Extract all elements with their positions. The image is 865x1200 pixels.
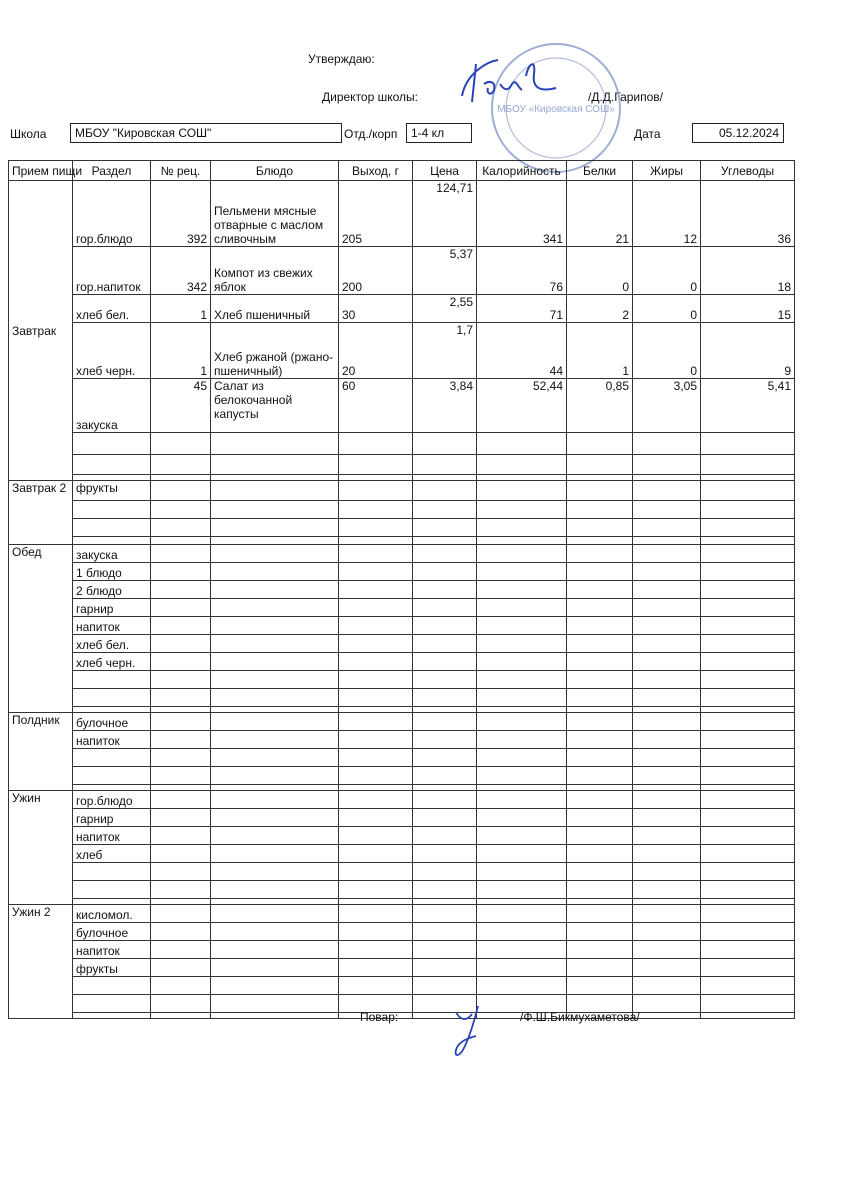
director-signature — [456, 54, 566, 114]
table-row — [9, 247, 795, 295]
table-row — [9, 809, 795, 827]
stamp-text: МБОУ «Кировская СОШ» — [497, 104, 615, 115]
meal-breakfast-2: Завтрак 2 — [9, 481, 73, 545]
director-label: Директор школы: — [322, 90, 418, 104]
protein-cell: 1 — [567, 323, 633, 379]
dish-cell: Салат из белокочанной капусты — [211, 379, 339, 433]
table-row — [9, 713, 795, 731]
dish-cell: Пельмени мясные отварные с маслом сливочным — [211, 181, 339, 247]
table-row — [9, 455, 795, 475]
table-row — [9, 545, 795, 563]
price-cell: 3,84 — [413, 379, 477, 433]
yield-cell: 60 — [339, 379, 413, 433]
dish-cell: Компот из свежих яблок — [211, 247, 339, 295]
section-cell: 1 блюдо — [73, 563, 151, 581]
table-row — [9, 767, 795, 785]
section-cell: хлеб черн. — [73, 653, 151, 671]
table-row — [9, 1013, 795, 1019]
fat-cell: 12 — [633, 181, 701, 247]
table-row — [9, 749, 795, 767]
yield-cell: 205 — [339, 181, 413, 247]
fat-cell: 0 — [633, 247, 701, 295]
table-row — [9, 977, 795, 995]
table-row — [9, 959, 795, 977]
carbs-cell: 36 — [701, 181, 795, 247]
meal-breakfast: Завтрак — [9, 181, 73, 481]
table-row — [9, 791, 795, 809]
section-cell: 2 блюдо — [73, 581, 151, 599]
dish-cell: Хлеб пшеничный — [211, 295, 339, 323]
table-row — [9, 671, 795, 689]
section-cell: хлеб бел. — [73, 635, 151, 653]
yield-cell: 20 — [339, 323, 413, 379]
date-label: Дата — [634, 127, 661, 141]
header-row — [9, 161, 795, 181]
meal-dinner-2: Ужин 2 — [9, 905, 73, 1019]
table-row — [9, 905, 795, 923]
section-cell: хлеб бел. — [73, 295, 151, 323]
section-cell: закуска — [73, 545, 151, 563]
table-row — [9, 941, 795, 959]
col-protein: Белки — [567, 161, 633, 181]
meal-lunch: Обед — [9, 545, 73, 713]
col-meal: Прием пищи — [9, 161, 73, 181]
dept-label: Отд./корп — [344, 127, 398, 141]
section-cell: гарнир — [73, 599, 151, 617]
table-row — [9, 653, 795, 671]
col-section: Раздел — [73, 161, 151, 181]
table-row — [9, 433, 795, 455]
col-kcal: Калорийность — [477, 161, 567, 181]
table-row — [9, 501, 795, 519]
section-cell: хлеб черн. — [73, 323, 151, 379]
yield-cell: 200 — [339, 247, 413, 295]
yield-cell: 30 — [339, 295, 413, 323]
table-row — [9, 845, 795, 863]
table-row — [9, 563, 795, 581]
price-cell: 124,71 — [413, 181, 477, 247]
kcal-cell: 341 — [477, 181, 567, 247]
table-row — [9, 689, 795, 707]
protein-cell: 0,85 — [567, 379, 633, 433]
kcal-cell: 52,44 — [477, 379, 567, 433]
table-row — [9, 481, 795, 501]
fat-cell: 0 — [633, 323, 701, 379]
director-name: /Д.Д.Гарипов/ — [588, 90, 664, 104]
kcal-cell: 71 — [477, 295, 567, 323]
col-fat: Жиры — [633, 161, 701, 181]
section-cell: гор.блюдо — [73, 181, 151, 247]
protein-cell: 21 — [567, 181, 633, 247]
section-cell: закуска — [73, 379, 151, 433]
table-row — [9, 731, 795, 749]
section-cell: напиток — [73, 617, 151, 635]
price-cell: 1,7 — [413, 323, 477, 379]
table-row — [9, 995, 795, 1013]
table-row — [9, 635, 795, 653]
section-cell: фрукты — [73, 481, 151, 501]
meal-snack: Полдник — [9, 713, 73, 791]
section-cell: гор.блюдо — [73, 791, 151, 809]
section-cell: хлеб — [73, 845, 151, 863]
carbs-cell: 9 — [701, 323, 795, 379]
section-cell: булочное — [73, 713, 151, 731]
carbs-cell: 15 — [701, 295, 795, 323]
kcal-cell: 76 — [477, 247, 567, 295]
fat-cell: 3,05 — [633, 379, 701, 433]
table-row — [9, 581, 795, 599]
school-label: Школа — [10, 127, 47, 141]
table-row — [9, 379, 795, 433]
section-cell: кисломол. — [73, 905, 151, 923]
cook-label: Повар: — [360, 1010, 399, 1024]
col-recipe: № рец. — [151, 161, 211, 181]
carbs-cell: 18 — [701, 247, 795, 295]
school-field: МБОУ "Кировская СОШ" — [70, 123, 342, 143]
approve-label: Утверждаю: — [308, 52, 375, 66]
section-cell: гор.напиток — [73, 247, 151, 295]
table-row — [9, 295, 795, 323]
col-carbs: Углеводы — [701, 161, 795, 181]
recipe-cell: 45 — [151, 379, 211, 433]
protein-cell: 2 — [567, 295, 633, 323]
table-row — [9, 519, 795, 537]
recipe-cell: 342 — [151, 247, 211, 295]
table-row — [9, 537, 795, 545]
menu-table — [8, 160, 795, 1019]
section-cell: напиток — [73, 827, 151, 845]
carbs-cell: 5,41 — [701, 379, 795, 433]
recipe-cell: 392 — [151, 181, 211, 247]
fat-cell: 0 — [633, 295, 701, 323]
section-cell: напиток — [73, 731, 151, 749]
meal-dinner: Ужин — [9, 791, 73, 905]
table-row — [9, 181, 795, 247]
protein-cell: 0 — [567, 247, 633, 295]
date-field: 05.12.2024 — [692, 123, 784, 143]
table-row — [9, 863, 795, 881]
col-price: Цена — [413, 161, 477, 181]
table-row — [9, 827, 795, 845]
dept-field: 1-4 кл — [406, 123, 472, 143]
section-cell: гарнир — [73, 809, 151, 827]
cook-name: /Ф.Ш.Бикмухаметова/ — [520, 1010, 640, 1024]
dish-cell: Хлеб ржаной (ржано-пшеничный) — [211, 323, 339, 379]
kcal-cell: 44 — [477, 323, 567, 379]
section-cell: фрукты — [73, 959, 151, 977]
table-row — [9, 923, 795, 941]
section-cell: булочное — [73, 923, 151, 941]
table-row — [9, 323, 795, 379]
col-yield: Выход, г — [339, 161, 413, 181]
table-row — [9, 617, 795, 635]
col-dish: Блюдо — [211, 161, 339, 181]
price-cell: 5,37 — [413, 247, 477, 295]
section-cell: напиток — [73, 941, 151, 959]
cook-signature — [450, 1002, 490, 1062]
table-row — [9, 881, 795, 899]
recipe-cell: 1 — [151, 295, 211, 323]
table-row — [9, 599, 795, 617]
price-cell: 2,55 — [413, 295, 477, 323]
recipe-cell: 1 — [151, 323, 211, 379]
